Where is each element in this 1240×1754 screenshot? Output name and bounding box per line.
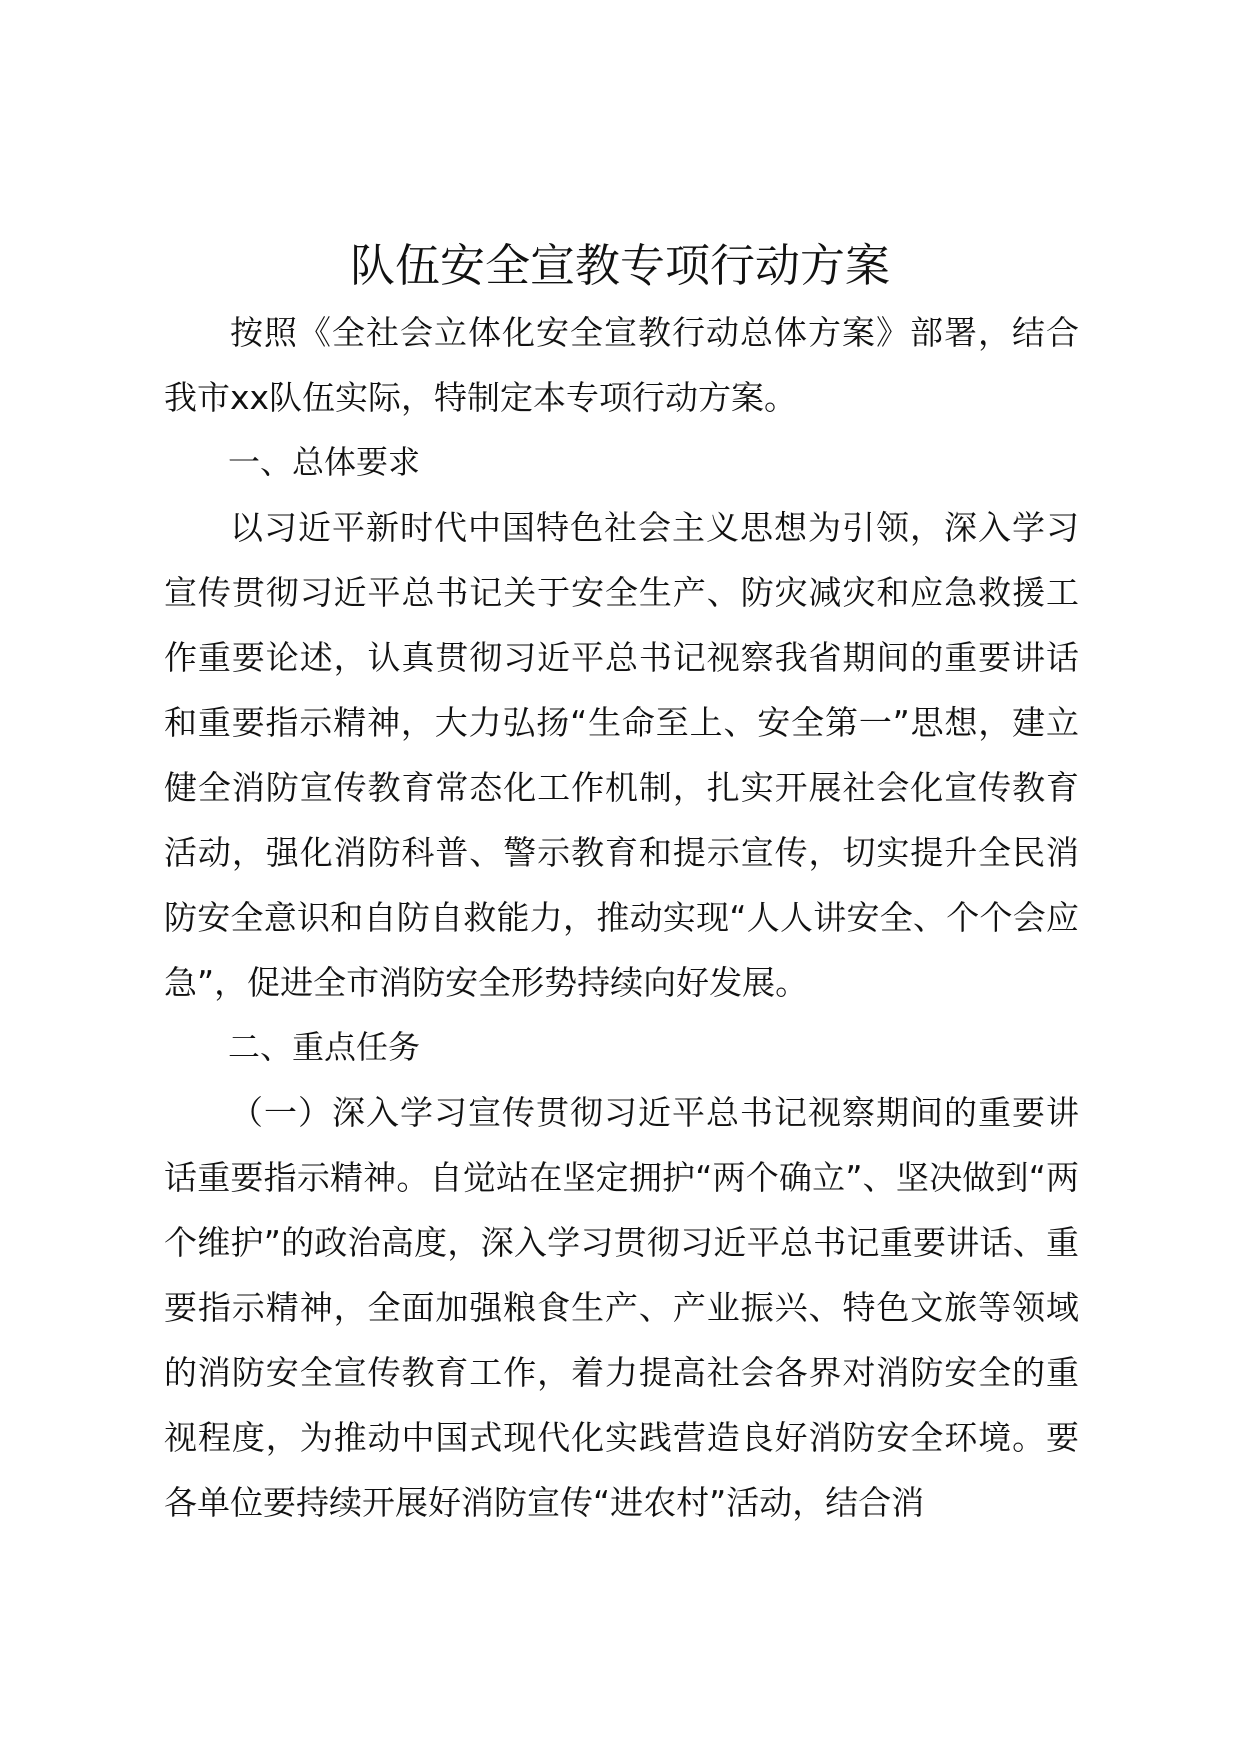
general-requirements-paragraph: 以习近平新时代中国特色社会主义思想为引领，深入学习宣传贯彻习近平总书记关于安全生产、防灾减灾和应急救援工作重要论述，认真贯彻习近平总书记视察我省期间的重要讲话和重要指示精神，大力弘扬“生命至上、安全第一”思想，建立健全消防宣传教育常态化工作机制，扎实开展社会化宣传教育活动，强化消防科普、警示教育和提示宣传，切实提升全民消防安全意识和自防自救能力，推动实现“人人讲安全、个个会应急”，促进全市消防安全形势持续向好发展。	[164, 508, 1079, 1002]
section-heading-key-tasks: 二、重点任务	[228, 1028, 421, 1066]
section-heading-general-requirements: 一、总体要求	[228, 443, 421, 481]
key-task-1-paragraph: （一）深入学习宣传贯彻习近平总书记视察期间的重要讲话重要指示精神。自觉站在坚定拥护“两个确立”、坚决做到“两个维护”的政治高度，深入学习贯彻习近平总书记重要讲话、重要指示精神，全面加强粮食生产、产业振兴、特色文旅等领域的消防安全宣传教育工作，着力提高社会各界对消防安全的重视程度，为推动中国式现代化实践营造良好消防安全环境。要各单位要持续开展好消防宣传“进农村”活动，结合消	[164, 1093, 1079, 1522]
intro-paragraph: 按照《全社会立体化安全宣教行动总体方案》部署，结合我市xx队伍实际，特制定本专项行动方案。	[164, 313, 1079, 417]
document-title: 队伍安全宣教专项行动方案	[349, 239, 890, 292]
document-body	[164, 300, 1079, 1535]
